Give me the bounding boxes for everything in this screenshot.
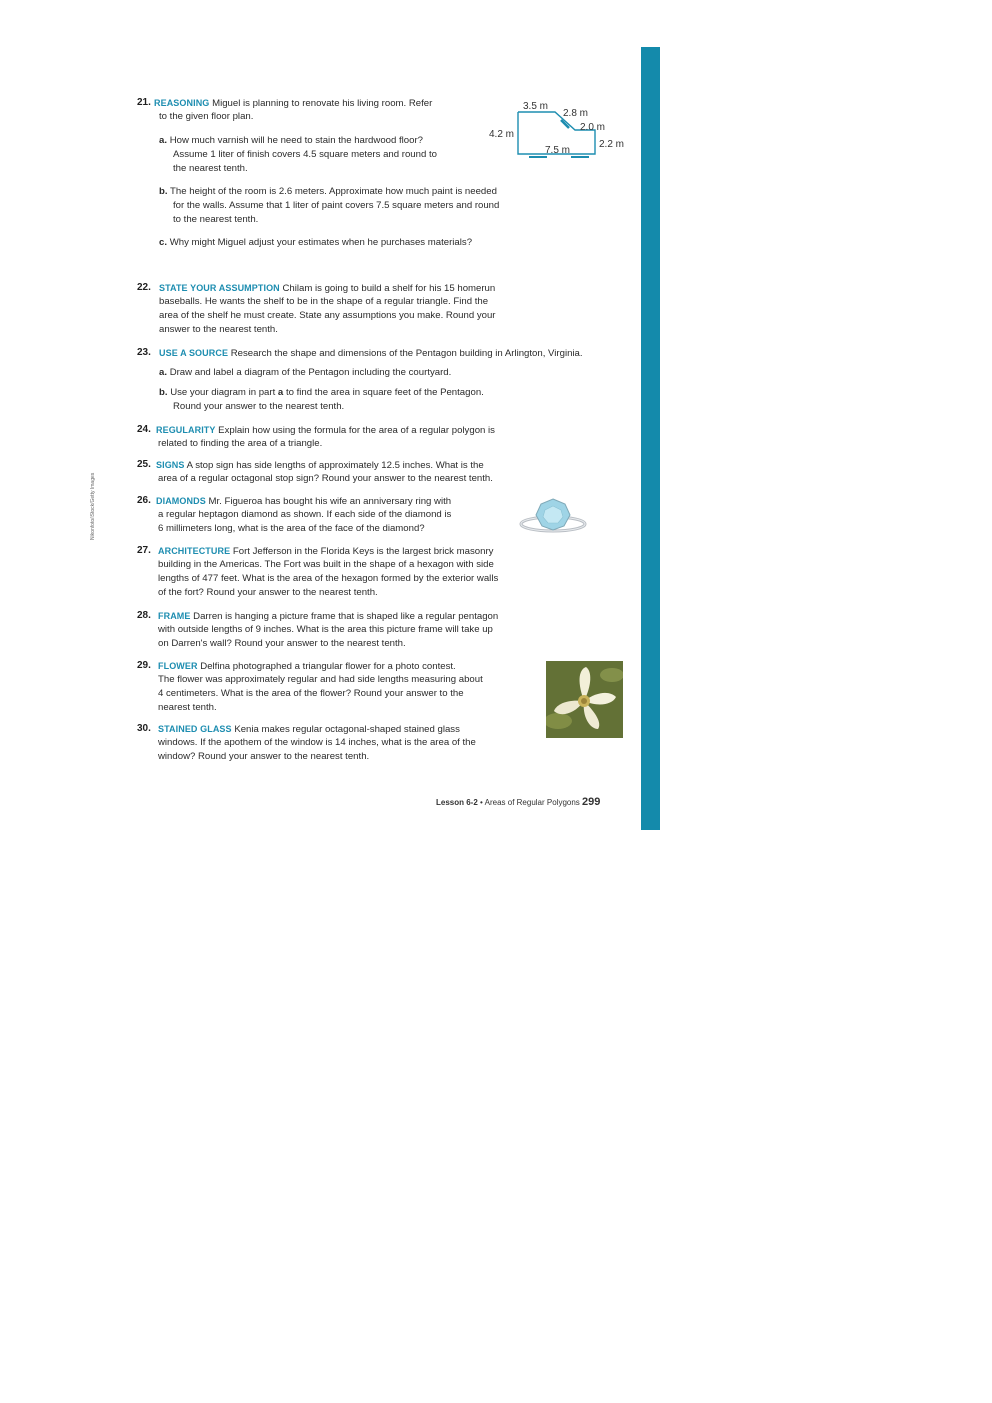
text: Use your diagram in part	[170, 387, 276, 398]
text: The flower was approximately regular and had side lengths measuring about	[158, 674, 483, 685]
problem-text	[158, 722, 460, 737]
problem-22	[137, 281, 557, 339]
subpart-label: a.	[159, 135, 168, 146]
text: nearest tenth.	[158, 702, 217, 713]
text: Explain how using the formula for the area of a regular polygon is	[218, 425, 495, 436]
text: Miguel is planning to renovate his living room. Refer	[212, 98, 433, 109]
text: to find the area in square feet of the Pentagon.	[285, 387, 484, 398]
problem-number: 23.	[137, 347, 151, 358]
text: answer to the nearest tenth.	[159, 324, 278, 335]
subpart-b	[159, 185, 497, 199]
photo-credit: Nikonfoto/iStock/Getty Images	[90, 472, 96, 540]
text: to the nearest tenth.	[173, 214, 259, 225]
text: baseballs. He wants the shelf to be in the shape of a regular triangle. Find the	[159, 296, 489, 307]
problem-tag: FLOWER	[158, 661, 198, 671]
text: Delfina photographed a triangular flower for a photo contest.	[200, 661, 456, 672]
problem-number: 24.	[137, 424, 151, 435]
flower-photo	[546, 661, 623, 738]
problem-tag: STATE YOUR ASSUMPTION	[159, 283, 280, 293]
problem-text	[156, 494, 451, 509]
text: Assume 1 liter of finish covers 4.5 square meters and round to	[173, 149, 437, 160]
text: Mr. Figueroa has bought his wife an anniversary ring with	[208, 496, 452, 507]
text: Draw and label a diagram of the Pentagon including the courtyard.	[169, 367, 452, 378]
text: lengths of 477 feet. What is the area of the hexagon formed by the exterior walls	[158, 573, 499, 584]
text: for the walls. Assume that 1 liter of paint covers 7.5 square meters and round	[173, 200, 500, 211]
text: A stop sign has side lengths of approximately 12.5 inches. What is the	[186, 460, 484, 471]
problem-text	[159, 346, 583, 361]
subpart-a	[159, 366, 451, 380]
subpart-a	[159, 134, 423, 148]
problem-28	[137, 609, 557, 653]
text: 6 millimeters long, what is the area of the face of the diamond?	[158, 523, 425, 534]
text: related to finding the area of a triangle.	[158, 438, 323, 449]
text: of the fort? Round your answer to the nearest tenth.	[158, 587, 378, 598]
problem-tag: SIGNS	[156, 460, 185, 470]
problem-tag: STAINED GLASS	[158, 724, 232, 734]
subpart-label: b.	[159, 186, 168, 197]
diamond-ring-image	[518, 496, 588, 536]
problem-30	[137, 722, 537, 766]
problem-number: 22.	[137, 282, 151, 293]
problem-number: 25.	[137, 459, 151, 470]
text: with outside lengths of 9 inches. What is the area this picture frame will take up	[158, 624, 493, 635]
problem-tag: ARCHITECTURE	[158, 546, 231, 556]
text: The height of the room is 2.6 meters. Approximate how much paint is needed	[170, 186, 497, 197]
problem-24	[137, 423, 557, 453]
text: Round your answer to the nearest tenth.	[173, 401, 345, 412]
problem-text	[158, 609, 498, 624]
flower-center-inner	[581, 698, 587, 704]
problem-tag: REASONING	[154, 98, 210, 108]
text-bold: a	[277, 387, 284, 398]
text: building in the Americas. The Fort was built in the shape of a hexagon with side	[158, 559, 494, 570]
footer-lesson: Lesson 6-2	[436, 798, 478, 807]
page-footer	[436, 796, 600, 808]
text: the nearest tenth.	[173, 163, 248, 174]
problem-number: 21.	[137, 97, 151, 108]
subpart-label: c.	[159, 237, 168, 248]
label-step: 2.0 m	[580, 122, 606, 133]
text: window? Round your answer to the nearest tenth.	[158, 751, 370, 762]
subpart-label: b.	[159, 387, 168, 398]
text: a regular heptagon diamond as shown. If each side of the diamond is	[158, 509, 452, 520]
label-left: 4.2 m	[489, 129, 515, 140]
text: 4 centimeters. What is the area of the flower? Round your answer to the	[158, 688, 464, 699]
problem-text: to the given floor plan.	[159, 111, 254, 122]
text: area of the shelf he must create. State any assumptions you make. Round your	[159, 310, 496, 321]
subpart-b	[159, 386, 484, 400]
problem-tag: USE A SOURCE	[159, 348, 229, 358]
text: Chilam is going to build a shelf for his 15 homerun	[282, 283, 496, 294]
problem-23	[137, 346, 632, 418]
problem-tag: DIAMONDS	[156, 496, 206, 506]
page-number: 299	[582, 796, 601, 808]
problem-25	[137, 458, 557, 488]
problem-text	[154, 96, 432, 111]
problem-number: 26.	[137, 495, 151, 506]
problem-29	[137, 659, 537, 717]
text: Kenia makes regular octagonal-shaped stained glass	[234, 724, 460, 735]
text: area of a regular octagonal stop sign? Round your answer to the nearest tenth.	[158, 473, 493, 484]
subpart-c	[159, 236, 472, 250]
label-bottom: 7.5 m	[545, 145, 571, 156]
label-slant: 2.8 m	[563, 108, 589, 119]
problem-number: 29.	[137, 660, 151, 671]
problem-tag: REGULARITY	[156, 425, 216, 435]
footer-bullet: •	[480, 798, 483, 807]
problem-tag: FRAME	[158, 611, 191, 621]
text: Darren is hanging a picture frame that is shaped like a regular pentagon	[193, 611, 499, 622]
text: on Darren's wall? Round your answer to the nearest tenth.	[158, 638, 406, 649]
text: Research the shape and dimensions of the Pentagon building in Arlington, Virginia.	[230, 348, 583, 359]
leaf	[600, 668, 623, 682]
problem-number: 28.	[137, 610, 151, 621]
subpart-label: a.	[159, 367, 168, 378]
label-right: 2.2 m	[599, 139, 625, 150]
problem-text	[156, 458, 484, 473]
problem-text	[156, 423, 495, 438]
side-color-bar	[641, 47, 660, 830]
problem-27	[137, 544, 557, 602]
problem-text	[159, 281, 495, 296]
footer-title: Areas of Regular Polygons	[484, 798, 580, 807]
text: Why might Miguel adjust your estimates when he purchases materials?	[169, 237, 473, 248]
text: How much varnish will he need to stain the hardwood floor?	[169, 135, 423, 146]
problem-number: 27.	[137, 545, 151, 556]
problem-text	[158, 544, 493, 559]
problem-26	[137, 494, 507, 538]
floor-plan-diagram	[485, 96, 635, 162]
problem-text	[158, 659, 456, 674]
text: windows. If the apothem of the window is 14 inches, what is the area of the	[158, 737, 476, 748]
label-top: 3.5 m	[523, 101, 549, 112]
problem-number: 30.	[137, 723, 151, 734]
text: Fort Jefferson in the Florida Keys is the largest brick masonry	[232, 546, 494, 557]
